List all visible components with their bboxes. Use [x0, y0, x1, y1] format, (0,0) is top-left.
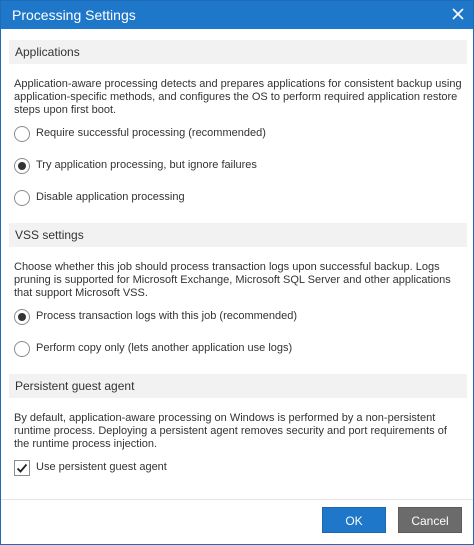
ok-button[interactable]: OK — [322, 507, 386, 533]
radio-button[interactable] — [14, 190, 30, 206]
radio-button[interactable] — [14, 341, 30, 357]
vss-description: Choose whether this job should process transaction logs upon successful backup. Logs pruning is supported for Microsoft Exchange, Microsoft SQL Server and other applications that support Microsoft VSS. — [14, 261, 451, 299]
checkmark-icon — [16, 462, 28, 474]
guest-agent-section-header — [9, 374, 467, 398]
radio-button[interactable] — [14, 126, 30, 142]
guest-agent-header-label: Persistent guest agent — [15, 379, 135, 393]
close-icon[interactable] — [451, 7, 465, 21]
guest-agent-description: By default, application-aware processing on Windows is performed by a non-persistent runtime process. Deploying a persistent agent removes security and port requirements of the runtime process injection. — [14, 412, 447, 450]
checkbox[interactable] — [14, 460, 30, 476]
radio-dot-icon — [18, 313, 26, 321]
checkbox-label: Use persistent guest agent — [36, 461, 167, 473]
dialog-title: Processing Settings — [12, 7, 136, 23]
radio-label: Try application processing, but ignore failures — [36, 159, 257, 171]
dialog-titlebar — [1, 1, 473, 29]
radio-label: Disable application processing — [36, 191, 185, 203]
vss-section-header — [9, 223, 467, 247]
radio-label: Require successful processing (recommended) — [36, 127, 266, 139]
applications-description: Application-aware processing detects and prepares applications for consistent backup using application-specific methods, and configures the OS to perform required application restore steps upon first boot. — [14, 78, 462, 116]
cancel-button[interactable]: Cancel — [398, 507, 462, 533]
radio-dot-icon — [18, 162, 26, 170]
applications-header-label: Applications — [15, 45, 80, 59]
radio-button-selected[interactable] — [14, 158, 30, 174]
vss-header-label: VSS settings — [15, 228, 84, 242]
applications-section-header — [9, 40, 467, 64]
footer-divider — [1, 499, 473, 500]
radio-button-selected[interactable] — [14, 309, 30, 325]
radio-label: Perform copy only (lets another application use logs) — [36, 342, 293, 354]
radio-label: Process transaction logs with this job (recommended) — [36, 310, 298, 322]
